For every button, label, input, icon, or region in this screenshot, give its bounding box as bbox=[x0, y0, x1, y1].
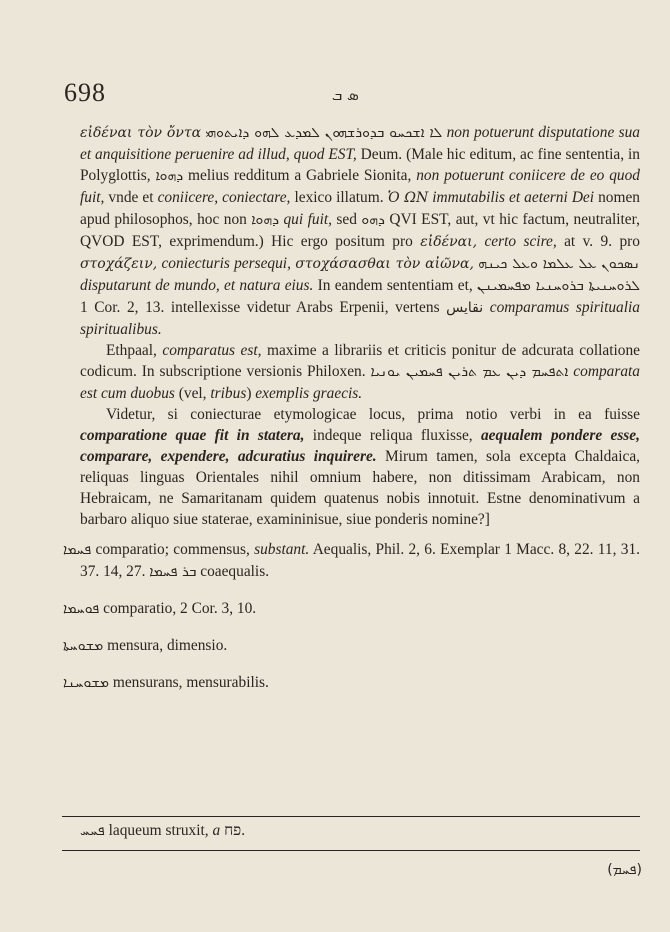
latin-text: Aequalis, Phil. 2, 6. Exemplar 1 Macc. 8, 22. 11, 31. 37. 14, 27. bbox=[80, 541, 640, 580]
latin-text: laqueum struxit, bbox=[104, 822, 213, 839]
latin-italic: non potuerunt coniicere de eo quod fuit, bbox=[80, 167, 640, 206]
latin-text: comparatio; commensus, bbox=[91, 541, 255, 558]
latin-italic: comparatus est, bbox=[162, 342, 262, 359]
headword: ܡܫܘܚܢܐ bbox=[63, 675, 109, 691]
entry-mensura bbox=[63, 635, 640, 657]
syriac-text: ܕܗܘܐ bbox=[155, 168, 184, 184]
syriac-text: ܐܬܦܚܡ ܕܝܢ ܥܡ ܬܪܝܢ ܦܚܡܝܢ ܝܘܢܝܐ bbox=[370, 364, 569, 380]
latin-text: vnde et bbox=[104, 189, 158, 206]
syriac-text: ܕܗܘ bbox=[361, 212, 385, 228]
latin-italic: non potuerunt disputatione sua et anquisitione peruenire ad illud, quod EST, bbox=[80, 124, 640, 163]
latin-italic: a bbox=[212, 822, 221, 839]
latin-text: mensura, dimensio. bbox=[103, 637, 228, 654]
latin-text: Mirum tamen, sola excepta Chaldaica, reliquas linguas Orientales nihil omnium habere, non ditissimam Arabicam, non Hebraicam, ne Samaritanam quidem quatenus nobis innotuit. Estne denominativum a barbaro aliquo siue staterae, examininisue, siue ponderis nomine?] bbox=[80, 448, 640, 528]
latin-text: at v. 9. pro bbox=[556, 233, 640, 250]
latin-text: maxime a librariis et criticis ponitur de adcurata collatione codicum. In subscriptione versionis Philoxen. bbox=[80, 342, 640, 380]
greek-text: Ὁ ΩΝ bbox=[387, 190, 429, 206]
headword: ܦܚܡܐ bbox=[63, 542, 92, 558]
page-body bbox=[63, 122, 641, 694]
latin-text: indeque reliqua fluxisse, bbox=[304, 427, 481, 444]
latin-text: coaequalis. bbox=[196, 563, 270, 580]
paragraph-ethpaal bbox=[80, 340, 640, 404]
page-number: 698 bbox=[64, 78, 106, 107]
latin-bold-italic: aequalem pondere esse, comparare, expendere, adcuratius inquirere. bbox=[80, 427, 640, 465]
latin-italic: coniecturis persequi, bbox=[157, 255, 291, 272]
entry-laqueum bbox=[80, 822, 245, 840]
greek-text: στοχάσασθαι τὸν αἰῶνα, bbox=[295, 256, 474, 272]
headword: ܦܘܚܡܐ bbox=[63, 601, 100, 617]
latin-text: In eandem sententiam et, bbox=[313, 277, 477, 294]
latin-italic: comparata est cum duobus bbox=[80, 363, 640, 402]
latin-text: QVI EST, aut, vt hic factum, neutraliter, QVOD EST, exprimendum.) Hic ergo positum pro bbox=[80, 211, 640, 250]
syriac-text: ܠܐ ܐܫܟܚܘ ܒܕܘܪܫܗܘܢ ܠܡܕܥ ܠܗܘ ܕܐܝܬܘܗܝ bbox=[205, 125, 443, 141]
latin-text: mensurans, mensurabilis. bbox=[109, 674, 269, 691]
greek-text: εἰδέναι, bbox=[420, 234, 478, 250]
latin-text: melius redditum a Gabriele Sionita, bbox=[183, 167, 417, 184]
entry-comparatio bbox=[63, 539, 640, 583]
syriac-text: ܒܪ ܦܚܡܐ bbox=[149, 564, 197, 580]
latin-italic: certo scire, bbox=[477, 233, 557, 250]
latin-italic: comparamus spiritualia spiritualibus. bbox=[80, 299, 640, 338]
latin-bold-italic: comparatione quae fit in statera, bbox=[80, 427, 305, 444]
latin-text: comparatio, 2 Cor. 3, 10. bbox=[99, 600, 257, 617]
entry-mensurans bbox=[63, 672, 640, 694]
latin-italic: tribus bbox=[210, 385, 247, 402]
latin-text: sed bbox=[331, 211, 362, 228]
syriac-text: ܠܪܘܚܢܝܬܐ ܒܪܘܚܢܝܐ ܡܦܚܡܝܢܢ bbox=[476, 278, 641, 294]
syriac-text: ܕܗܘܐ bbox=[251, 212, 280, 228]
syriac-text: ܢܣܟܘܢ ܥܠ ܥܠܡܐ ܘܥܠ ܟܝܢܗ bbox=[478, 256, 640, 272]
greek-text: στοχάζειν, bbox=[80, 256, 158, 272]
latin-text: Deum. (Male hic editum, ac fine sententia, in Polyglottis, bbox=[80, 146, 640, 184]
latin-text: 1 Cor. 2, 13. intellexisse videtur Arabs Erpenii, vertens bbox=[80, 299, 447, 316]
latin-text: lexico illatum. bbox=[290, 189, 388, 206]
arabic-text: نقايس bbox=[446, 300, 484, 316]
latin-italic: disputarunt de mundo, et natura eius. bbox=[80, 277, 314, 294]
latin-text: Ethpaal, bbox=[106, 342, 163, 359]
running-head: ܣ ܒ bbox=[332, 86, 359, 104]
latin-italic: qui fuit, bbox=[279, 211, 332, 228]
catchword: (ܦܚܡ) bbox=[607, 862, 642, 878]
latin-text: ) bbox=[246, 385, 256, 402]
section-rule bbox=[62, 816, 640, 817]
greek-text: εἰδέναι τὸν ὄντα bbox=[80, 125, 202, 141]
latin-text: (vel, bbox=[174, 385, 211, 402]
latin-text: nomen apud philosophos, hoc non bbox=[80, 189, 640, 228]
latin-italic: immutabilis et aeterni Dei bbox=[428, 189, 595, 206]
section-rule bbox=[62, 850, 640, 851]
paragraph-etymology bbox=[80, 122, 640, 340]
latin-italic: exemplis graecis. bbox=[255, 385, 363, 402]
entry-comparatio-2 bbox=[63, 598, 640, 620]
paragraph-videtur bbox=[80, 404, 640, 530]
latin-italic: coniicere, coniectare, bbox=[157, 189, 291, 206]
latin-italic: substant. bbox=[254, 541, 310, 558]
latin-text: Videtur, si coniecturae etymologicae locus, prima notio verbi in ea fuisse bbox=[106, 406, 640, 423]
headword: ܦܚܚ bbox=[80, 823, 105, 839]
hebrew-text: פח. bbox=[224, 822, 246, 839]
headword: ܡܫܘܚܬܐ bbox=[63, 638, 104, 654]
